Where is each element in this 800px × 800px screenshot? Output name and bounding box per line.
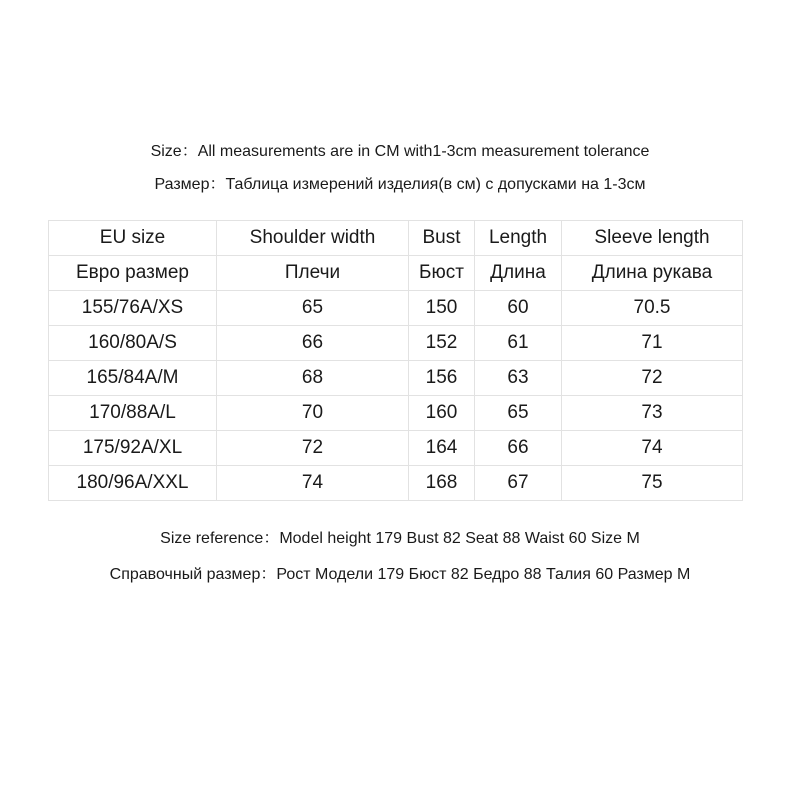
cell-bust: 164 <box>409 431 475 466</box>
table-row <box>49 466 743 501</box>
header-cell-sleeve-length-ru: Длина рукава <box>562 256 743 291</box>
table-header-row-ru <box>49 256 743 291</box>
cell-shoulder-width: 65 <box>217 291 409 326</box>
table-row <box>49 396 743 431</box>
cell-bust: 168 <box>409 466 475 501</box>
size-chart-table <box>48 220 743 501</box>
cell-length: 61 <box>475 326 562 361</box>
cell-size: 175/92A/XL <box>49 431 217 466</box>
cell-bust: 160 <box>409 396 475 431</box>
header-cell-shoulder-width-ru: Плечи <box>217 256 409 291</box>
size-reference-en: Size reference：Model height 179 Bust 82 Seat 88 Waist 60 Size M <box>160 530 640 547</box>
cell-size: 155/76A/XS <box>49 291 217 326</box>
header-cell-eu-size-ru: Евро размер <box>49 256 217 291</box>
table-row <box>49 326 743 361</box>
cell-sleeve-length: 72 <box>562 361 743 396</box>
header-cell-sleeve-length: Sleeve length <box>562 221 743 256</box>
cell-size: 160/80A/S <box>49 326 217 361</box>
cell-bust: 150 <box>409 291 475 326</box>
cell-shoulder-width: 72 <box>217 431 409 466</box>
table-row <box>49 431 743 466</box>
header-cell-length: Length <box>475 221 562 256</box>
cell-shoulder-width: 70 <box>217 396 409 431</box>
cell-size: 165/84A/M <box>49 361 217 396</box>
cell-sleeve-length: 74 <box>562 431 743 466</box>
cell-bust: 152 <box>409 326 475 361</box>
cell-shoulder-width: 74 <box>217 466 409 501</box>
size-note-ru: Размер：Таблица измерений изделия(в см) с допусками на 1-3см <box>154 176 646 193</box>
header-cell-shoulder-width: Shoulder width <box>217 221 409 256</box>
cell-sleeve-length: 70.5 <box>562 291 743 326</box>
cell-size: 170/88A/L <box>49 396 217 431</box>
header-cell-length-ru: Длина <box>475 256 562 291</box>
size-note-en: Size：All measurements are in CM with1-3cm measurement tolerance <box>150 143 650 160</box>
cell-sleeve-length: 73 <box>562 396 743 431</box>
size-reference-ru: Справочный размер：Рост Модели 179 Бюст 82 Бедро 88 Талия 60 Размер М <box>109 566 691 583</box>
cell-length: 60 <box>475 291 562 326</box>
table-row <box>49 361 743 396</box>
cell-shoulder-width: 68 <box>217 361 409 396</box>
table-header-row-en <box>49 221 743 256</box>
cell-length: 66 <box>475 431 562 466</box>
cell-length: 67 <box>475 466 562 501</box>
cell-size: 180/96A/XXL <box>49 466 217 501</box>
header-cell-bust: Bust <box>409 221 475 256</box>
header-cell-eu-size: EU size <box>49 221 217 256</box>
cell-sleeve-length: 71 <box>562 326 743 361</box>
cell-bust: 156 <box>409 361 475 396</box>
cell-sleeve-length: 75 <box>562 466 743 501</box>
cell-length: 63 <box>475 361 562 396</box>
header-cell-bust-ru: Бюст <box>409 256 475 291</box>
cell-shoulder-width: 66 <box>217 326 409 361</box>
cell-length: 65 <box>475 396 562 431</box>
table-row <box>49 291 743 326</box>
